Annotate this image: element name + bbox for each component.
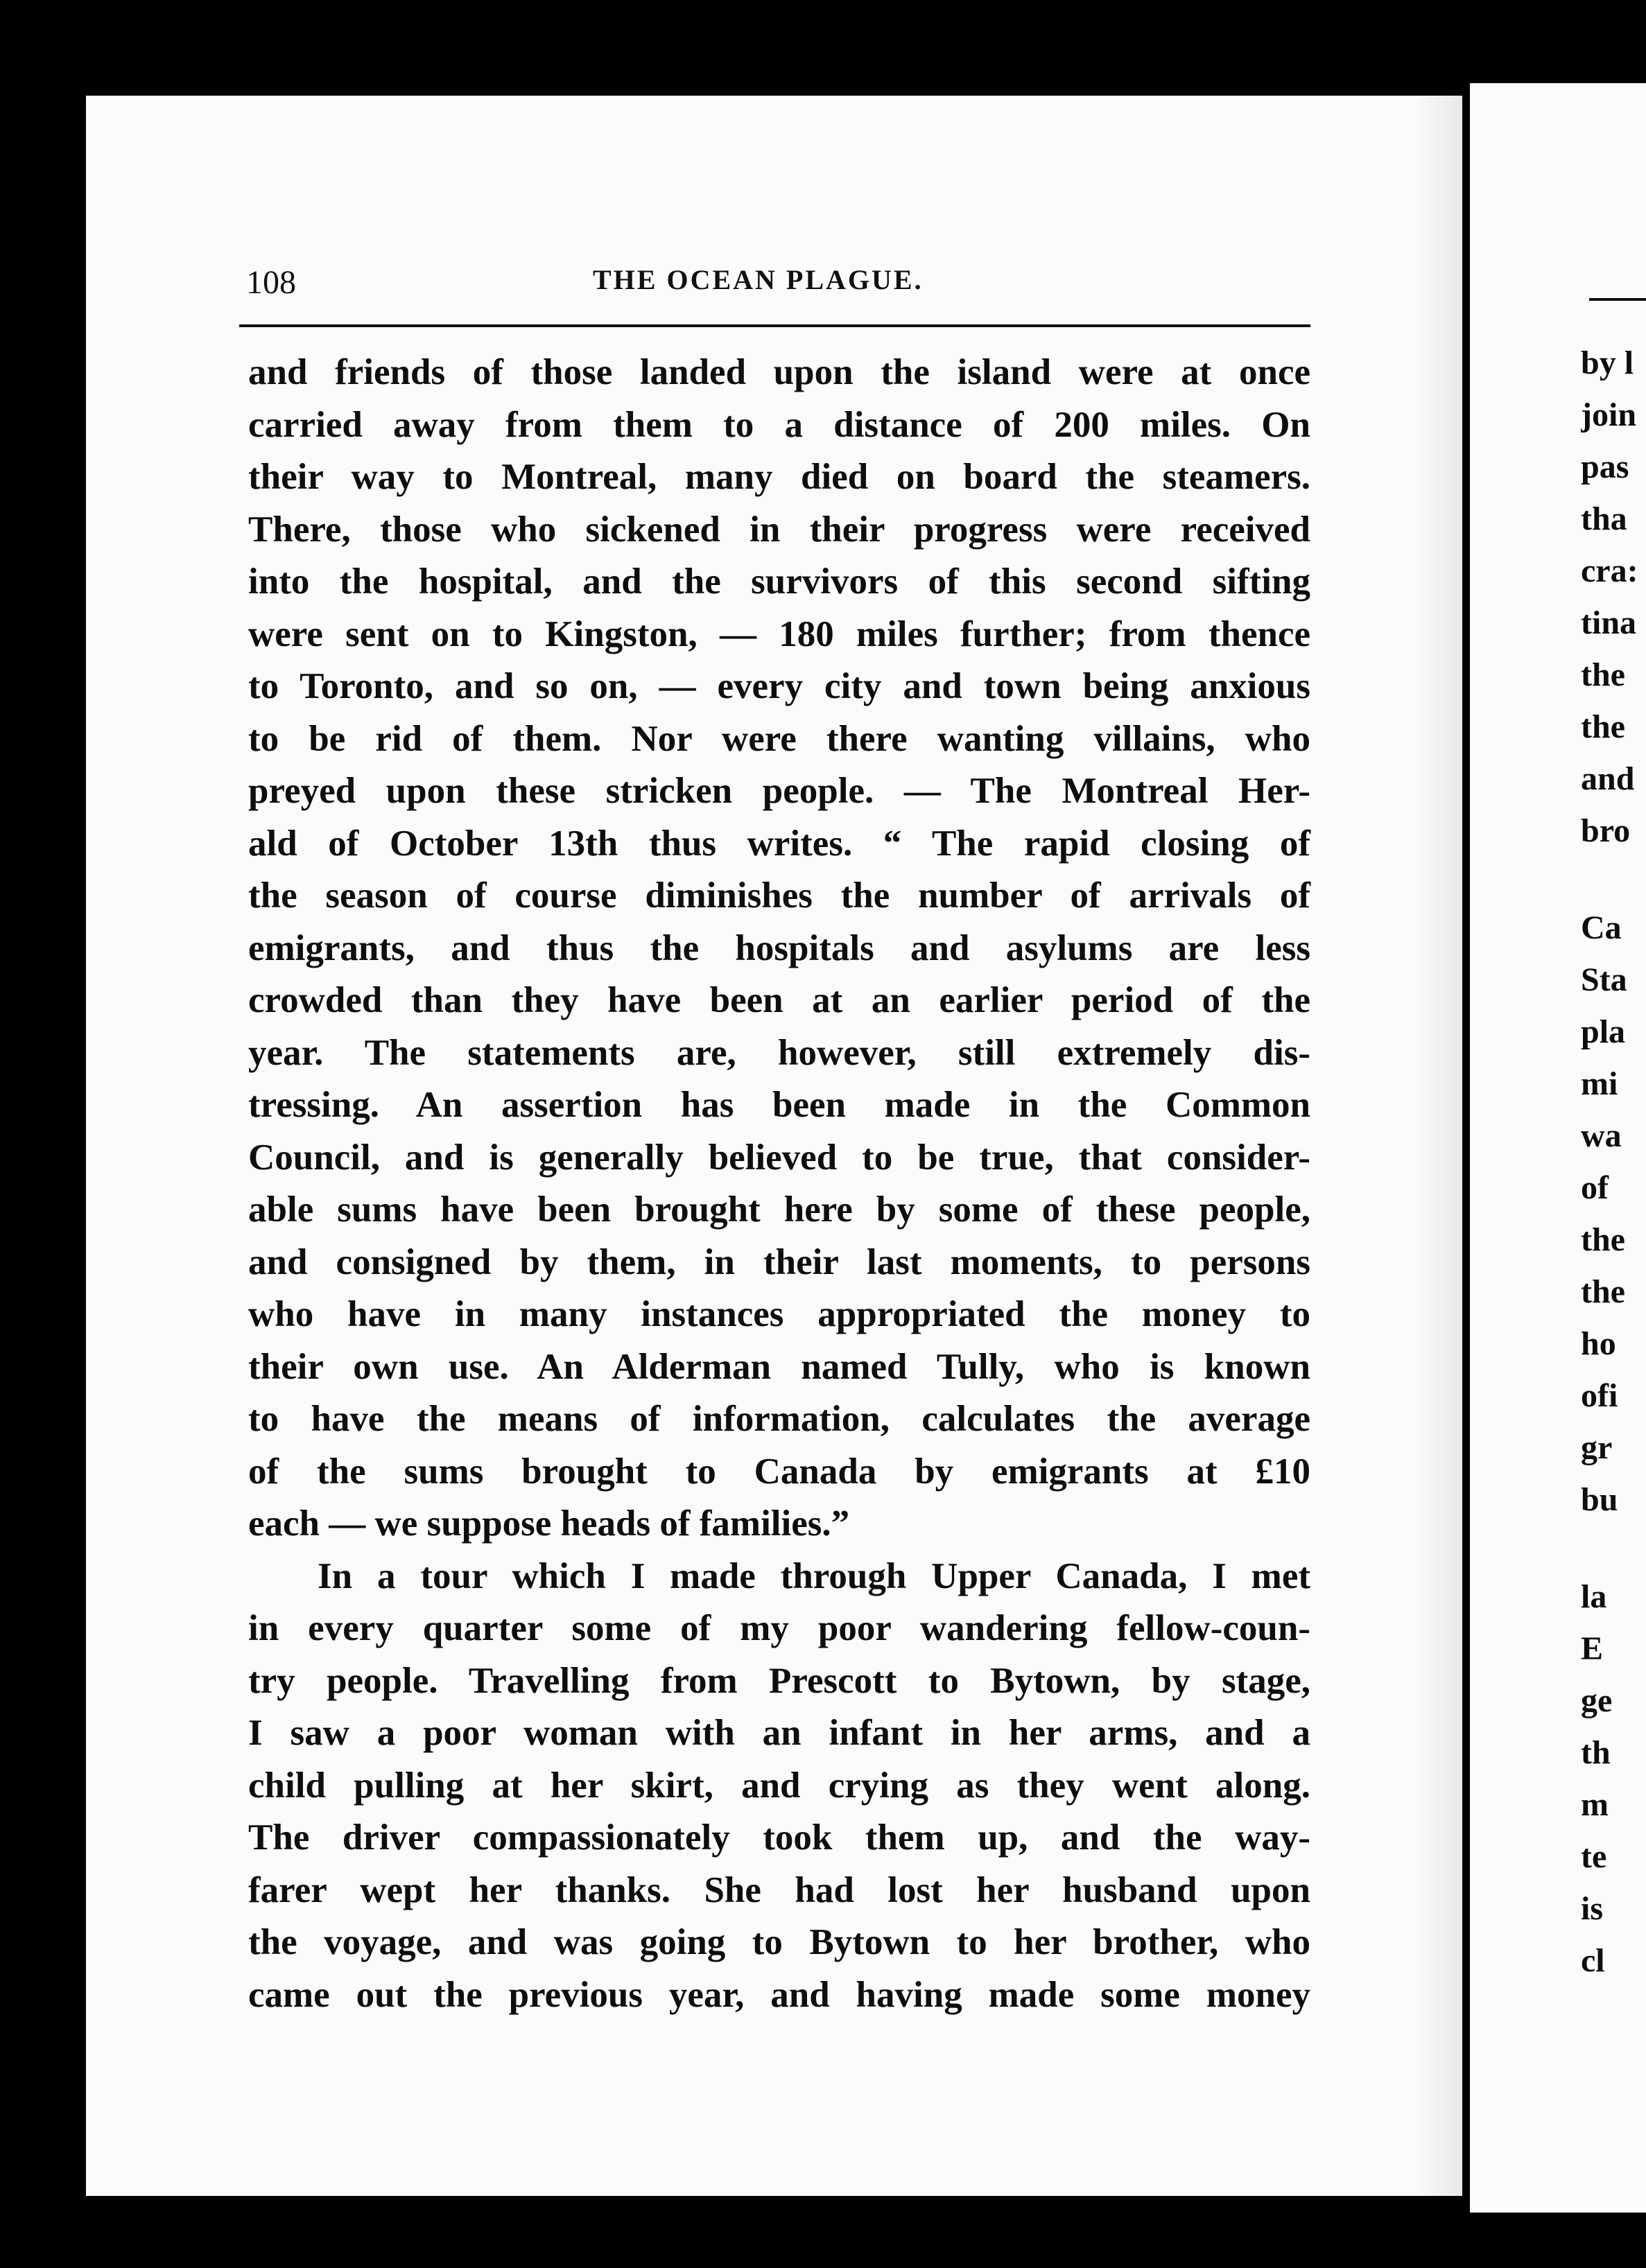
- text-line: their way to Montreal, many died on board the steamers.: [248, 457, 1310, 497]
- text-line: were sent on to Kingston, — 180 miles further; from thence: [248, 613, 1310, 654]
- text-line: to be rid of them. Nor were there wanting villains, who: [248, 718, 1310, 759]
- right-text-line: cl: [1581, 1942, 1605, 1979]
- right-text-line: E: [1581, 1630, 1604, 1667]
- right-text-line: tina: [1581, 604, 1637, 641]
- right-text-line: the: [1581, 1273, 1625, 1310]
- text-line: I saw a poor woman with an infant in her arms, and a: [248, 1713, 1310, 1753]
- text-line: year. The statements are, however, still extremely dis-: [248, 1032, 1310, 1073]
- text-line: to Toronto, and so on, — every city and town being anxious: [248, 666, 1310, 706]
- text-line: each — we suppose heads of families.”: [248, 1503, 850, 1544]
- text-line: their own use. An Alderman named Tully, who is known: [248, 1346, 1310, 1387]
- right-text-line: and: [1581, 760, 1635, 797]
- right-text-line: by l: [1581, 344, 1634, 381]
- text-line: the season of course diminishes the number of arrivals of: [248, 875, 1310, 916]
- right-text-line: cra:: [1581, 552, 1638, 589]
- text-line: carried away from them to a distance of 200 miles. On: [248, 404, 1310, 445]
- right-text-line: bu: [1581, 1481, 1618, 1518]
- text-line: in every quarter some of my poor wandering fellow-coun-: [248, 1608, 1310, 1648]
- text-line: into the hospital, and the survivors of this second sifting: [248, 561, 1310, 602]
- body-text: [248, 347, 1310, 2021]
- text-line: the voyage, and was going to Bytown to her brother, who: [248, 1922, 1310, 1962]
- page-number: 108: [246, 264, 296, 301]
- text-line: to have the means of information, calculates the average: [248, 1399, 1310, 1439]
- text-line: able sums have been brought here by some of these people,: [248, 1189, 1310, 1230]
- text-line: The driver compassionately took them up, and the way-: [248, 1817, 1310, 1858]
- text-line: preyed upon these stricken people. — The Montreal Her-: [248, 771, 1310, 811]
- right-text-line: mi: [1581, 1065, 1618, 1102]
- right-text-line: la: [1581, 1578, 1607, 1615]
- right-text-line: Ca: [1581, 909, 1622, 946]
- text-line: tressing. An assertion has been made in the Common: [248, 1085, 1310, 1125]
- right-text-line: tha: [1581, 500, 1627, 537]
- right-text-line: te: [1581, 1838, 1607, 1875]
- text-line: There, those who sickened in their progress were received: [248, 509, 1310, 550]
- right-text-line: th: [1581, 1734, 1611, 1771]
- right-text-line: Sta: [1581, 961, 1627, 998]
- text-line: child pulling at her skirt, and crying as they went along.: [248, 1765, 1310, 1806]
- right-text-line: ge: [1581, 1682, 1613, 1719]
- text-line: emigrants, and thus the hospitals and asylums are less: [248, 927, 1310, 968]
- text-line: ald of October 13th thus writes. “ The rapid closing of: [248, 823, 1310, 864]
- text-line: and friends of those landed upon the island were at once: [248, 352, 1310, 392]
- text-line: who have in many instances appropriated the money to: [248, 1294, 1310, 1334]
- right-text-line: the: [1581, 1221, 1625, 1258]
- right-text-line: pas: [1581, 448, 1629, 485]
- page-header: [246, 263, 1310, 312]
- text-line: and consigned by them, in their last moments, to persons: [248, 1241, 1310, 1282]
- right-text-line: m: [1581, 1786, 1609, 1823]
- text-line: came out the previous year, and having made some money: [248, 1974, 1310, 2015]
- right-text-line: the: [1581, 656, 1625, 693]
- text-line: crowded than they have been at an earlier period of the: [248, 980, 1310, 1020]
- right-text-line: bro: [1581, 812, 1631, 849]
- right-text-line: ho: [1581, 1325, 1616, 1362]
- right-page-rule: [1589, 298, 1646, 301]
- right-text-line: wa: [1581, 1117, 1622, 1154]
- right-text-line: join: [1581, 396, 1637, 433]
- right-text-line: of: [1581, 1169, 1609, 1206]
- right-page-text: [1581, 337, 1646, 1987]
- text-line: try people. Travelling from Prescott to Bytown, by stage,: [248, 1660, 1310, 1701]
- text-line: farer wept her thanks. She had lost her husband upon: [248, 1869, 1310, 1910]
- header-rule: [239, 324, 1310, 327]
- right-text-line: ofi: [1581, 1377, 1618, 1414]
- right-text-line: is: [1581, 1890, 1604, 1927]
- text-line: In a tour which I made through Upper Canada, I met: [318, 1555, 1310, 1596]
- gutter-shadow: [1414, 96, 1463, 2196]
- running-head: THE OCEAN PLAGUE.: [593, 264, 924, 295]
- text-line: of the sums brought to Canada by emigrants at £10: [248, 1451, 1310, 1492]
- right-text-line: the: [1581, 708, 1625, 745]
- text-line: Council, and is generally believed to be true, that consider-: [248, 1137, 1310, 1178]
- right-text-line: pla: [1581, 1013, 1626, 1050]
- right-text-line: gr: [1581, 1429, 1613, 1466]
